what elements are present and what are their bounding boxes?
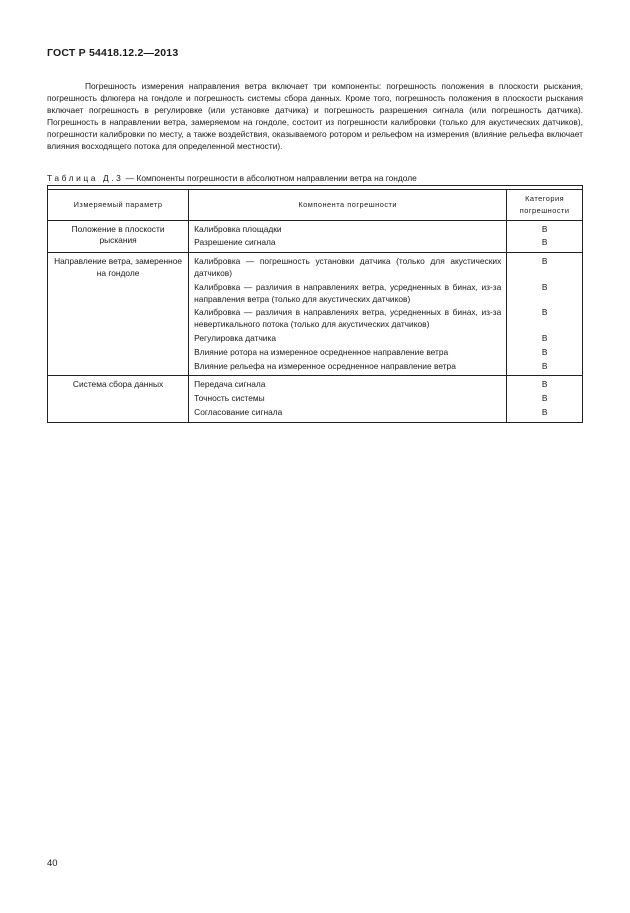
component-cell: Калибровка — погрешность установки датчика (только для акустических датчиков) xyxy=(189,253,507,281)
category-cell: В xyxy=(507,332,583,346)
header-category: Категория погрешности xyxy=(507,190,583,221)
component-cell: Передача сигнала xyxy=(189,376,507,392)
table-body xyxy=(48,220,583,422)
table-row xyxy=(48,376,583,392)
page-number: 40 xyxy=(47,858,58,869)
category-cell: В xyxy=(507,306,583,332)
component-cell: Разрешение сигнала xyxy=(189,236,507,252)
table-caption-text: — Компоненты погрешности в абсолютном направлении ветра на гондоле xyxy=(123,173,417,183)
category-cell: В xyxy=(507,253,583,281)
table-header-row xyxy=(48,190,583,221)
document-header: ГОСТ Р 54418.12.2—2013 xyxy=(47,47,179,59)
table-row xyxy=(48,220,583,236)
error-components-table xyxy=(47,185,583,423)
component-cell: Калибровка — различия в направлениях ветра, усредненных в бинах, из-за направления ветра (только для акустических датчиков) xyxy=(189,281,507,307)
param-cell: Направление ветра, замеренное на гондоле xyxy=(48,253,189,376)
category-cell: В xyxy=(507,360,583,376)
param-cell: Положение в плоскости рыскания xyxy=(48,220,189,253)
component-cell: Влияние ротора на измеренное осредненное направление ветра xyxy=(189,346,507,360)
category-cell: В xyxy=(507,406,583,422)
component-cell: Влияние рельефа на измеренное осредненное направление ветра xyxy=(189,360,507,376)
header-component: Компонента погрешности xyxy=(189,190,507,221)
component-cell: Калибровка — различия в направлениях ветра, усредненных в бинах, из-за невертикального потока (только для акустических датчиков) xyxy=(189,306,507,332)
category-cell: В xyxy=(507,236,583,252)
intro-paragraph: Погрешность измерения направления ветра включает три компоненты: погрешность положения в плоскости рыскания, погрешность флюгера на гондоле и погрешность системы сбора данных. Кроме того, погрешность положения в плоскости рыскания включает погрешность в регулировке (или установке датчика) и погрешность разрешения сигнала (или погрешность датчика). Погрешность в направлении ветра, замеряемом на гондоле, состоит из погрешности калибровки (только для акустических датчиков), погрешности калибровки по месту, а также воздействия, оказываемого ротором и рельефом на измерения (влияние рельефа включает влияния восходящего потока для определенной местности). xyxy=(47,81,583,151)
table-row xyxy=(48,253,583,281)
category-cell: В xyxy=(507,220,583,236)
component-cell: Точность системы xyxy=(189,392,507,406)
component-cell: Регулировка датчика xyxy=(189,332,507,346)
component-cell: Согласование сигнала xyxy=(189,406,507,422)
header-param: Измеряемый параметр xyxy=(48,190,189,221)
component-cell: Калибровка площадки xyxy=(189,220,507,236)
table-caption-label: Таблица Д.3 xyxy=(47,173,124,183)
category-cell: В xyxy=(507,281,583,307)
category-cell: В xyxy=(507,346,583,360)
category-cell: В xyxy=(507,392,583,406)
table-caption xyxy=(47,173,417,183)
category-cell: В xyxy=(507,376,583,392)
param-cell: Система сбора данных xyxy=(48,376,189,422)
